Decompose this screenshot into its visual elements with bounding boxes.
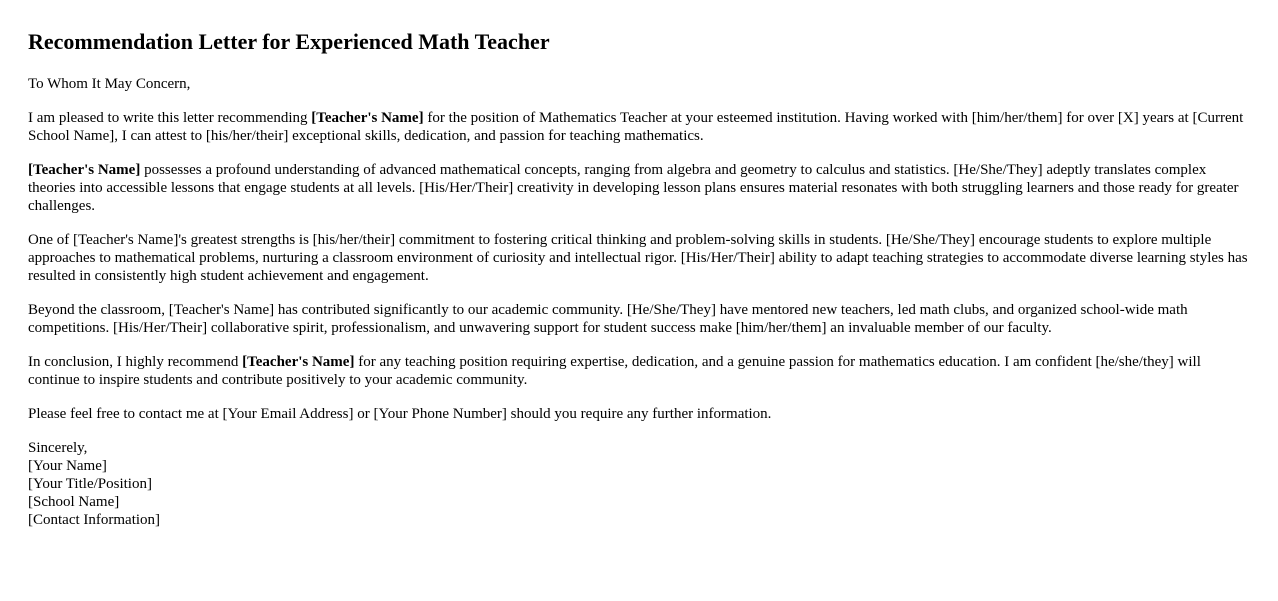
paragraph-intro xyxy=(28,109,1250,145)
paragraph-conclusion xyxy=(28,353,1250,389)
paragraph-contact: Please feel free to contact me at [Your Email Address] or [Your Phone Number] should you require any further information. xyxy=(28,406,772,422)
signer-title: [Your Title/Position] xyxy=(28,476,152,492)
teacher-name-placeholder: [Teacher's Name] xyxy=(28,162,141,178)
intro-text-end: for the position of Mathematics Teacher at your esteemed institution. Having worked with [him/her/them] for over [X] years at [Current School Name], I can attest to [his/her/their] exceptional skills, dedication, and passion for teaching mathematics. xyxy=(28,110,1244,144)
intro-text-start: I am pleased to write this letter recommending xyxy=(28,110,312,126)
letter-title: Recommendation Letter for Experienced Math Teacher xyxy=(28,29,550,54)
signer-school: [School Name] xyxy=(28,494,120,510)
teacher-name-placeholder: [Teacher's Name] xyxy=(242,354,355,370)
signature-block xyxy=(28,439,1250,529)
expertise-text: possesses a profound understanding of advanced mathematical concepts, ranging from algebra and geometry to calculus and statistics. [He/She/They] adeptly translates complex theories into accessible lessons that engage students at all levels. [His/Her/Their] creativity in developing lesson plans ensures material resonates with both struggling learners and those ready for greater challenges. xyxy=(28,162,1239,214)
paragraph-community: Beyond the classroom, [Teacher's Name] has contributed significantly to our academic community. [He/She/They] have mentored new teachers, led math clubs, and organized school-wide math competitions. [His/Her/Their] collaborative spirit, professionalism, and unwavering support for student success make [him/her/them] an invaluable member of our faculty. xyxy=(28,302,1188,336)
paragraph-expertise xyxy=(28,161,1250,215)
teacher-name-placeholder: [Teacher's Name] xyxy=(311,110,424,126)
paragraph-strengths: One of [Teacher's Name]'s greatest strengths is [his/her/their] commitment to fostering critical thinking and problem-solving skills in students. [He/She/They] encourage students to explore multiple approaches to mathematical problems, nurturing a classroom environment of curiosity and intellectual rigor. [His/Her/Their] ability to adapt teaching strategies to accommodate diverse learning styles has resulted in consistently high student achievement and engagement. xyxy=(28,232,1248,284)
signer-contact: [Contact Information] xyxy=(28,512,161,528)
conclusion-text-start: In conclusion, I highly recommend xyxy=(28,354,243,370)
closing: Sincerely, xyxy=(28,440,88,456)
conclusion-text-end: for any teaching position requiring expertise, dedication, and a genuine passion for mathematics education. I am confident [he/she/they] will continue to inspire students and contribute positively to your academic community. xyxy=(28,354,1201,388)
salutation: To Whom It May Concern, xyxy=(28,76,191,92)
signer-name: [Your Name] xyxy=(28,458,107,474)
